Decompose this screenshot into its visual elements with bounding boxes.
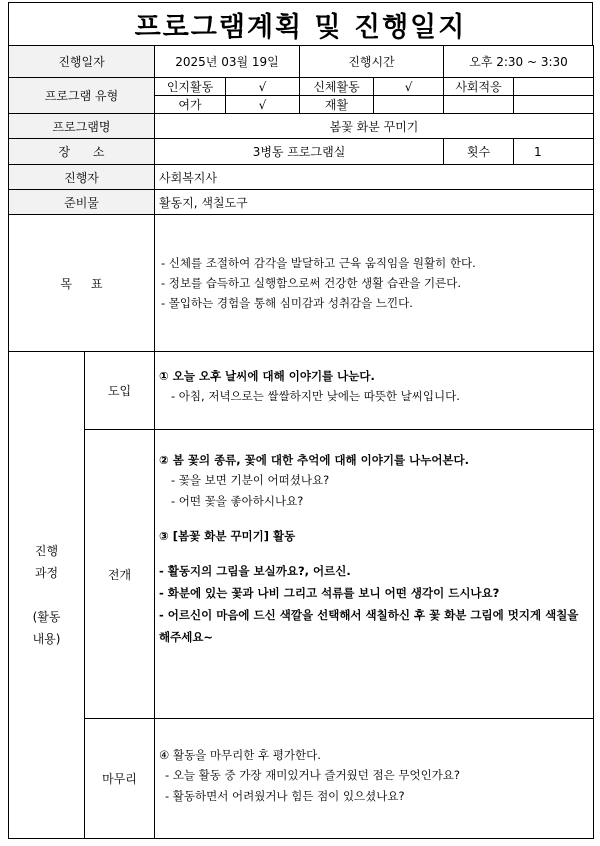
stage-intro-content (155, 352, 594, 430)
stage-main-label: 전개 (85, 430, 155, 719)
main-heading-1: ② 봄 꽃의 종류, 꽃에 대한 추억에 대해 이야기를 나누어본다. (159, 453, 470, 467)
leader-label: 진행자 (9, 165, 155, 190)
leader-value: 사회복지사 (155, 165, 594, 190)
stage-finish-content (155, 719, 594, 839)
materials-label: 준비물 (9, 190, 155, 215)
type-rehab: 재활 (300, 96, 374, 114)
type-empty-mark (514, 96, 594, 114)
main-bullet: - 어르신이 마음에 드신 색깔을 선택해서 색칠하신 후 꽃 화분 그림에 멋지게 색칠을 해주세요~ (159, 608, 579, 644)
main-heading-2: ③ [봄꽃 화분 꾸미기] 활동 (159, 529, 296, 543)
main-bullet: - 화분에 있는 꽃과 나비 그리고 석류를 보니 어떤 생각이 드시나요? (159, 586, 500, 600)
type-social: 사회적응 (444, 78, 514, 96)
count-label: 횟수 (444, 139, 514, 165)
goal-list (159, 253, 589, 313)
intro-sub: - 아침, 저녁으로는 쌀쌀하지만 낮에는 따뜻한 날씨입니다. (171, 389, 460, 403)
type-social-mark (514, 78, 594, 96)
type-leisure-mark: √ (226, 96, 300, 114)
materials-value: 활동지, 색칠도구 (155, 190, 594, 215)
time-label: 진행시간 (300, 46, 444, 78)
place-value: 3병동 프로그램실 (155, 139, 444, 165)
main-sub: - 꽃을 보면 기분이 어떠셨나요? (171, 473, 330, 487)
goal-item: - 몰입하는 경험을 통해 심미감과 성취감을 느낀다. (161, 296, 413, 310)
count-value: 1 (514, 139, 594, 165)
program-type-label: 프로그램 유형 (9, 78, 155, 114)
process-label-line: 과정 (34, 566, 59, 580)
finish-sub: - 활동하면서 어려웠거나 힘든 점이 있으셨나요? (165, 789, 405, 803)
process-label-gap (13, 584, 80, 606)
program-log-table (8, 45, 594, 839)
main-bullet: - 활동지의 그림을 보실까요?, 어르신. (159, 564, 351, 578)
process-label-line: (활동 (32, 610, 61, 624)
stage-intro-label: 도입 (85, 352, 155, 430)
document-title: 프로그램계획 및 진행일지 (8, 2, 593, 45)
date-value: 2025년 03월 19일 (155, 46, 300, 78)
program-name-value: 봄꽃 화분 꾸미기 (155, 114, 594, 139)
place-label: 장 소 (9, 139, 155, 165)
process-label-line: 내용) (32, 632, 61, 646)
goal-item: - 정보를 습득하고 실행함으로써 건강한 생활 습관을 기른다. (161, 276, 462, 290)
goal-item: - 신체를 조절하여 감각을 발달하고 근육 움직임을 원활히 한다. (161, 256, 476, 270)
type-rehab-mark (374, 96, 444, 114)
type-cognitive-mark: √ (226, 78, 300, 96)
date-label: 진행일자 (9, 46, 155, 78)
main-sub: - 어떤 꽃을 좋아하시나요? (171, 494, 304, 508)
stage-finish-label: 마무리 (85, 719, 155, 839)
type-leisure: 여가 (155, 96, 226, 114)
goal-label: 목 표 (9, 215, 155, 352)
goal-content (155, 215, 594, 352)
program-name-label: 프로그램명 (9, 114, 155, 139)
type-empty (444, 96, 514, 114)
type-cognitive: 인지활동 (155, 78, 226, 96)
spacer (159, 512, 587, 526)
intro-heading: ① 오늘 오후 날씨에 대해 이야기를 나눈다. (159, 369, 375, 383)
type-physical: 신체활동 (300, 78, 374, 96)
time-value: 오후 2:30 ~ 3:30 (444, 46, 594, 78)
process-label-line: 진행 (34, 544, 59, 558)
finish-sub: - 오늘 활동 중 가장 재미있거나 즐거웠던 점은 무엇인가요? (165, 768, 461, 782)
finish-heading: ④ 활동을 마무리한 후 평가한다. (159, 748, 321, 762)
process-label (9, 352, 85, 839)
stage-main-content (155, 430, 594, 719)
type-physical-mark: √ (374, 78, 444, 96)
spacer (159, 546, 587, 560)
